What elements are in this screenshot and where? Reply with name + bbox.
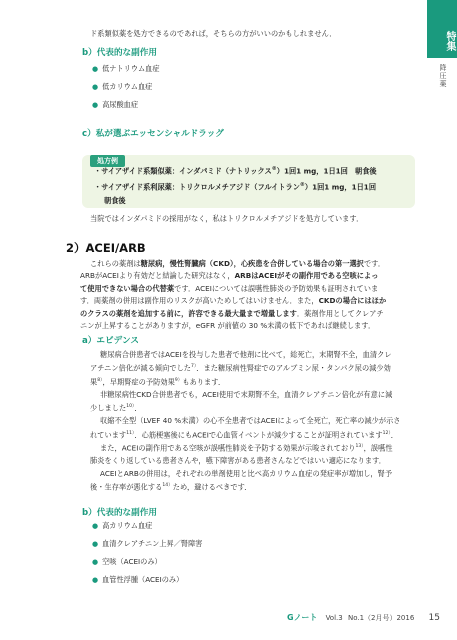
section-label: c） [82,129,96,139]
intro-line: ド系類似薬を処方できるのであれば，そちらの方がいいのかもしれません． [90,29,337,38]
text-line: れています$^{11)}$．心筋梗塞後にもACEIで心血管イベントが減少することが証明されています$^{12)}$． [90,430,399,439]
section-title: エビデンス [96,336,139,346]
bullet-icon: ● [92,65,99,73]
journal-volume: Vol.3 [325,614,343,622]
list-item: ● 空咳（ACEIのみ） [92,557,162,566]
text-line: す．両薬剤の併用は副作用のリスクが高いためしてはいけません．また，CKDの場合にはほか [80,296,387,306]
page-footer [287,612,440,623]
bullet-icon: ● [92,576,99,584]
bullet-icon: ● [92,558,99,566]
side-label: 降圧薬 [439,64,447,88]
bullet-icon: ● [92,540,99,548]
text-line: 少しました$^{10)}$． [90,403,142,413]
after-box-text: 当院ではインダパミドの採用がなく，私はトリクロルメチアジドを処方しています． [90,214,364,223]
section-label: b） [82,508,97,518]
text-line: 後・生存率が悪化する$^{14)}$ため，避けるべきです． [90,482,252,492]
list-item: ● 低ナトリウム血症 [92,64,160,73]
section-a-heading [82,334,139,346]
text-line: これらの薬剤は糖尿病，慢性腎臓病（CKD），心疾患を合併している場合の第一選択です． [90,259,386,268]
text-line: 糖尿病合併患者ではACEIを投与した患者で他剤に比べて，総死亡，末期腎不全，血清クレ [100,350,392,359]
page-number: 15 [428,613,440,623]
bullet-icon: ● [92,522,99,530]
prescription-line-3: 朝食後 [104,196,126,205]
bullet-icon: ● [92,83,99,91]
text-line: 肺炎をくり返している患者さんや，嚥下障害がある患者さんなどではいい適応になります． [90,456,387,466]
section-label: a） [82,336,97,346]
section-2-heading: 2）ACEI/ARB [66,241,146,255]
text-line: 果$^{8)}$，早期腎症の予防効果$^{9)}$もあります． [90,377,226,387]
prescription-line-1: ・サイアザイド系類似薬：インダパミド（ナトリックス®）1回1 mg，1日1回 朝食後 [94,166,377,176]
text-line: 非糖尿病性CKD合併患者でも，ACEI使用で末期腎不全，血清クレアチニン倍化が有意に減 [100,390,393,399]
text-line: のクラスの薬剤を追加する前に，許容できる最大量まで増量します．薬剤作用としてクレアチ [80,308,384,318]
text-line: 収縮不全型（LVEF 40 %未満）の心不全患者ではACEIによって全死亡，死亡率の減少が示さ [100,416,401,426]
list-item: ● 低カリウム血症 [92,82,153,91]
section-b1-heading [82,46,157,58]
section-c-heading [82,127,224,139]
list-item: ● 高カリウム血症 [92,521,153,530]
bullet-icon: ● [92,101,99,109]
text-line: また，ACEIの副作用である空咳が誤嚥性肺炎を予防する効果が示唆されており$^{13)}$，誤嚥性 [100,443,393,453]
text-line: アチニン倍化が減る傾向でした$^{7)}$．また糖尿病性腎症でのアルブミン尿・タンパク尿の減少効 [90,363,391,373]
feature-tab [427,0,457,58]
section-b2-heading [82,506,157,518]
section-title: 私が選ぶエッセンシャルドラッグ [95,129,224,139]
section-title: 代表的な副作用 [96,508,157,518]
prescription-tag: 処方例 [90,155,125,167]
text-line: ACEIとARBの併用は，それぞれの単剤使用と比べ高カリウム血症の発症率が増加し，腎予 [100,468,393,478]
text-line: ニンが上昇することがありますが，eGFR が前値の 30 %未満の低下であれば継続します． [80,321,376,331]
prescription-box [82,155,415,208]
journal-brand: Gノート [287,613,318,622]
journal-issue: No.1（2月号）2016 [347,614,415,622]
section-title: 代表的な副作用 [96,48,157,58]
para-1 [80,258,386,332]
text-line: て使用できない場合の代替薬です．ACEIについては誤嚥性肺炎の予防効果も証明されていま [80,283,379,293]
text-line: ARBがACEIより有効だと結論した研究はなく，ARBはACEIがその副作用である空咳によっ [80,271,379,281]
list-item: ● 血管性浮腫（ACEIのみ） [92,575,184,584]
section-label: b） [82,48,97,58]
feature-tab-label: 特集 [444,31,455,51]
prescription-line-2: ・サイアザイド系利尿薬：トリクロルメチアジド（フルイトラン®）1回1 mg，1日1回 [94,182,377,192]
list-item: ● 血清クレアチニン上昇／腎障害 [92,539,203,548]
evidence-text [90,349,401,494]
list-item: ● 高尿酸血症 [92,100,139,109]
